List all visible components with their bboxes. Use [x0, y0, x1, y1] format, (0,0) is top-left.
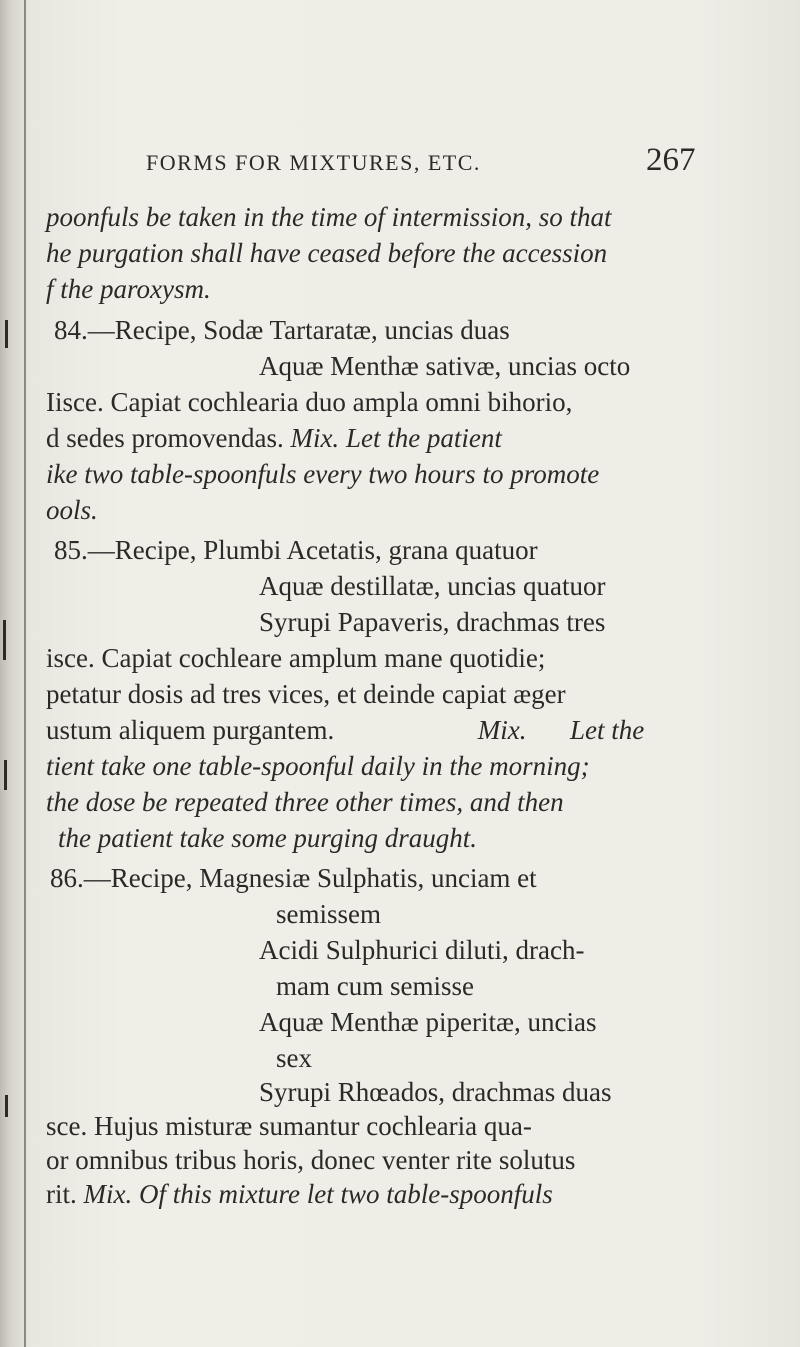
- text-line: poonfuls be taken in the time of intermission, so that: [46, 202, 612, 232]
- mix-label: Mix.: [477, 715, 527, 745]
- text-line: ike two table-spoonfuls every two hours to promote: [46, 459, 600, 489]
- text-run: d sedes promovendas.: [46, 423, 284, 453]
- mix-label: Mix.: [290, 423, 340, 453]
- text-line: f the paroxysm.: [46, 274, 211, 304]
- recipe-heading: 86.—Recipe, Magnesiæ Sulphatis, unciam et: [50, 863, 537, 893]
- text-line: petatur dosis ad tres vices, et deinde capiat æger: [46, 679, 566, 709]
- text-line: tient take one table-spoonful daily in the morning;: [46, 751, 590, 781]
- text-line: isce. Capiat cochleare amplum mane quotidie;: [46, 643, 546, 673]
- ingredient-line: Acidi Sulphurici diluti, drach-: [259, 935, 585, 965]
- ingredient-line: Aquæ Menthæ piperitæ, uncias: [259, 1007, 597, 1037]
- ingredient-line: Syrupi Papaveris, drachmas tres: [259, 607, 606, 637]
- page-number: 267: [646, 142, 696, 178]
- text-line: or omnibus tribus horis, donec venter rite solutus: [46, 1145, 576, 1175]
- text-run: ustum aliquem purgantem.: [46, 715, 335, 745]
- ingredient-line: mam cum semisse: [276, 971, 474, 1001]
- mix-label: Mix.: [83, 1179, 133, 1209]
- text-run: Let the: [569, 715, 645, 745]
- ingredient-line: Aquæ Menthæ sativæ, uncias octo: [259, 351, 631, 381]
- text-line: ools.: [46, 495, 98, 525]
- ingredient-line: semissem: [276, 899, 381, 929]
- text-line: [46, 422, 502, 454]
- ingredient-line: sex: [276, 1043, 312, 1073]
- text-line: sce. Hujus misturæ sumantur cochlearia qua-: [46, 1111, 532, 1141]
- running-title: FORMS FOR MIXTURES, ETC.: [146, 150, 481, 175]
- text-run: Let the patient: [345, 423, 502, 453]
- text-line: [46, 714, 644, 746]
- ingredient-line: Aquæ destillatæ, uncias quatuor: [259, 571, 606, 601]
- text-line: the patient take some purging draught.: [58, 823, 477, 853]
- recipe-heading: 84.—Recipe, Sodæ Tartaratæ, uncias duas: [54, 315, 510, 345]
- text-line: he purgation shall have ceased before the accession: [46, 238, 608, 268]
- text-run: Of this mixture let two table-spoonfuls: [138, 1179, 553, 1209]
- text-line: [46, 1178, 553, 1210]
- text-run: rit.: [46, 1179, 77, 1209]
- text-line: Iisce. Capiat cochlearia duo ampla omni bihorio,: [46, 387, 573, 417]
- text-line: the dose be repeated three other times, and then: [46, 787, 564, 817]
- ingredient-line: Syrupi Rhœados, drachmas duas: [259, 1077, 612, 1107]
- recipe-heading: 85.—Recipe, Plumbi Acetatis, grana quatuor: [54, 535, 538, 565]
